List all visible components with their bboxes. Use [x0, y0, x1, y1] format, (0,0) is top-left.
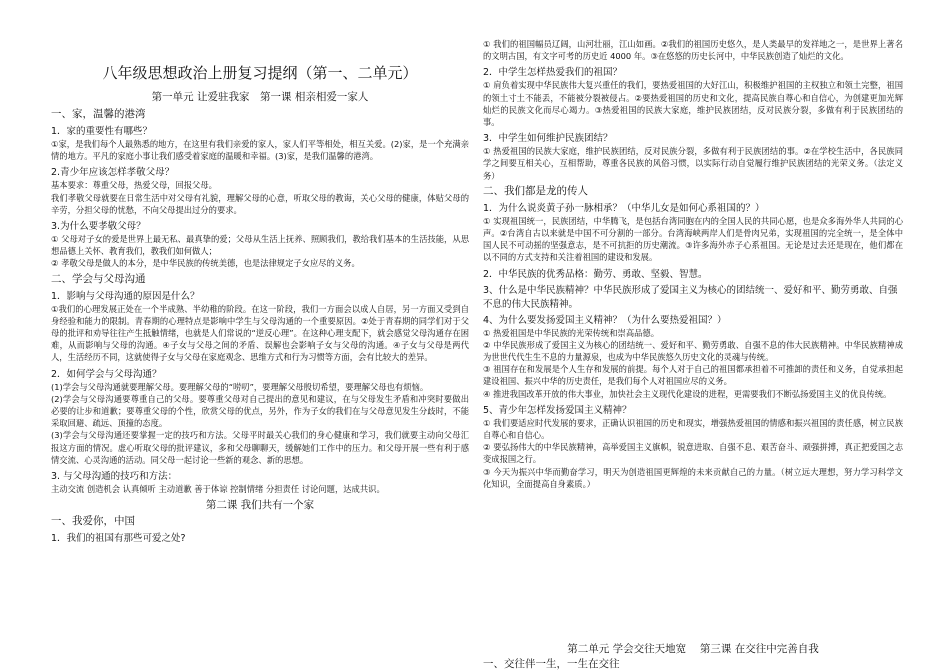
heading-label: 2．中华民族的优秀品格： [483, 268, 594, 280]
paragraph: ③ 祖国存在和发展是个人生存和发展的前提。每个人对于自己的祖国都承担着不可推卸的责任和义务，自觉承担起建设祖国、振兴中华的历史责任，是我们每个人对祖国应尽的义务。 [483, 364, 903, 387]
paragraph: ①我们的心理发展正处在一个半成熟、半幼稚的阶段。在这一阶段，我们一方面会以成人自居，另一方面又受到自身经验和能力的限制。青春期的心理特点是影响中学生与父母沟通的一个重要原因。②处于青春期的同学们对于父母的批评和劝导往往产生抵触情绪，也就是人们常说的“逆反心理”。在这种心理支配下，就会感觉父母沟通存在困难，从而影响与父母的沟通。④子女与父母之间的矛盾、误解也会影响子女与父母的沟通。④子女与父母是两代人，生活经历不同，这就使得子女与父母在家庭观念、思维方式和行为习惯等方面，会有比较大的差异。 [51, 303, 469, 363]
paragraph: ① 热爱祖国的民族大家庭，维护民族团结，反对民族分裂，多做有利于民族团结的事。②在学校生活中，各民族同学之间要互相关心，互相帮助，尊重各民族的风俗习惯，以实际行动自觉履行维护民族团结的光荣义务。（法定义务） [483, 146, 903, 181]
question-heading: 1．影响与父母沟通的原因是什么？ [51, 290, 200, 302]
paragraph: 我们孝敬父母就要在日常生活中对父母有礼貌，理解父母的心意，听取父母的教诲，关心父母的健康，体贴父母的辛劳，分担父母的忧愁，不向父母提出过分的要求。 [51, 192, 469, 215]
section-heading: 二、我们都是龙的传人 [483, 184, 588, 197]
paragraph: 基本要求：尊重父母，热爱父母，回报父母。 [51, 180, 217, 191]
paragraph: ② 要弘扬伟大的中华民族精神，高举爱国主义旗帜，锐意进取、自强不息、艰苦奋斗、顽强拼搏，真正把爱国之志变成报国之行。 [483, 442, 903, 465]
question-heading: 2.青少年应该怎样孝敬父母？ [51, 167, 175, 179]
section-heading: 一、我爱你，中国 [51, 515, 135, 528]
paragraph: (2)学会与父母沟通要尊重自己的父母。要尊重父母对自己提出的意见和建议，在与父母发生矛盾和冲突时要做出必要的让步和道歉；要尊重父母的个性，欣赏父母的优点，另外，作为子女的我们在与父母意见发生分歧时，不能采取回避、疏远、顶撞的态度。 [51, 393, 469, 429]
unit-heading: 第一单元 让爱驻我家 第一课 相亲相爱一家人 [151, 91, 369, 103]
question-heading: 3．中学生如何维护民族团结？ [483, 133, 613, 145]
question-heading: 1．家的重要性有哪些？ [51, 126, 153, 137]
section-heading: 一、交往伴一生，一生在交往 [483, 658, 620, 670]
paragraph: ① 热爱祖国是中华民族的光荣传统和崇高品德。 [483, 327, 660, 338]
question-heading: 3.为什么要孝敬父母？ [51, 221, 146, 233]
unit-heading: 第二单元 学会交往天地宽 第三课 在交往中完善自我 [567, 643, 819, 655]
paragraph: ③ 今天为振兴中华而勤奋学习，明天为创造祖国更辉煌的未来贡献自己的力量。（树立远大理想，努力学习科学文化知识，全面提高自身素质。） [483, 466, 903, 489]
question-heading: 1．为什么说炎黄子孙一脉相承？（中华儿女是如何心系祖国的？） [483, 202, 765, 214]
document-title: 八年级思想政治上册复习提纲（第一、二单元） [102, 64, 418, 82]
section-heading: 二、学会与父母沟通 [51, 272, 146, 285]
heading-answer: 中华民族形成了爱国主义为核心的团结统一、爱好和平、勤劳勇敢、自强不息的伟大民族精神。 [483, 284, 898, 310]
left-column [51, 58, 469, 545]
paragraph: ② 中华民族形成了爱国主义为核心的团结统一、爱好和平、勤劳勇敢、自强不息的伟大民族精神。中华民族精神成为世世代代生生不息的力量源泉，也成为中华民族悠久历史文化的灵魂与传统。 [483, 339, 903, 363]
question-heading: 5、青少年怎样发扬爱国主义精神？ [483, 404, 632, 416]
right-column [483, 38, 903, 490]
paragraph: ① 我们的祖国幅员辽阔，山河壮丽，江山如画。②我们的祖国历史悠久，是人类最早的发祥地之一，是世界上著名的文明古国，有文字可考的历史近 4000 年。③在悠悠的历史长河中，中华民族创造了灿烂的文化。 [483, 39, 903, 62]
paragraph: ④ 推进我国改革开放的伟大事业，加快社会主义现代化建设的进程，更需要我们不断弘扬爱国主义的优良传统。 [483, 388, 892, 399]
question-heading: 2．中学生怎样热爱我们的祖国？ [483, 67, 623, 79]
paragraph: (3)学会与父母沟通还要掌握一定的技巧和方法。父母平时最关心我们的身心健康和学习，我们就要主动向父母汇报这方面的情况。虚心听取父母的批评建议，多和父母聊聊天，缓解她们工作中的压力。和父母开展一些有利于感情交流、心灵沟通的活动。同父母一起讨论一些新的观念、新的思想。 [51, 430, 469, 465]
paragraph: (1)学会与父母沟通就要理解父母。要理解父母的“唠叨”，要理解父母殷切希望，要理解父母也有烦恼。 [51, 381, 429, 392]
question-heading: 4、为什么要发扬爱国主义精神？（为什么要热爱祖国？） [483, 314, 727, 326]
question-heading: 1．我们的祖国有那些可爱之处? [51, 533, 186, 545]
heading-answer: 勤劳、勇敢、坚毅、智慧。 [593, 268, 708, 280]
paragraph: ① 实现祖国统一，民族团结，中华腾飞，是包括台湾同胞在内的全国人民的共同心愿，也是众多海外华人共同的心声。②台湾自古以来就是中国不可分割的一部分。台湾海峡两岸人们是骨肉兄弟，实现祖国的完全统一，是全体中国人民不可动摇的坚强意志，是不可抗拒的历史潮流。③许多海外赤子心系祖国。无论是过去还是现在，他们都在以不同的方式支持和关注着祖国的建设和发展。 [483, 215, 903, 263]
paragraph: ① 父母对子女的爱是世界上最无私、最真挚的爱；父母从生活上抚养、照顾我们，教给我们基本的生活技能，从思想品德上关怀、教育我们，教我们如何做人； [51, 234, 469, 257]
question-heading [483, 282, 903, 310]
question-heading: 2．如何学会与父母沟通？ [51, 368, 162, 380]
paragraph: 主动交流 创造机会 认真倾听 主动道歉 善于体谅 控制情绪 分担责任 讨论问题，达成共识。 [51, 484, 385, 495]
question-heading [483, 266, 903, 280]
lesson-heading: 第二课 我们共有一个家 [205, 499, 315, 512]
paragraph: ① 肩负着实现中华民族伟大复兴重任的我们，要热爱祖国的大好江山，积极维护祖国的主权独立和领土完整，祖国的领土寸土不能丢，不能被分裂被侵占。②要热爱祖国的历史和文化，提高民族自尊心和自信心，为创建更加光辉灿烂的民族文化而尽心竭力。③热爱祖国的民族大家庭，维护民族团结，反对民族分裂，多做有利于民族团结的事。 [483, 80, 903, 128]
paragraph: ①家，是我们每个人最熟悉的地方，在这里有我们亲爱的家人，家人们平等相处，相互关爱。(2)家，是一个充满亲情的地方。平凡的家庭小事让我们感受着家庭的温暖和幸福。(3)家，是我们温馨的港湾。 [51, 139, 469, 162]
paragraph: ① 我们要适应时代发展的要求，正确认识祖国的历史和现实，增强热爱祖国的情感和振兴祖国的责任感，树立民族自尊心和自信心。 [483, 417, 903, 441]
question-heading: 3. 与父母沟通的技巧和方法： [51, 471, 178, 483]
heading-label: 3、什么是中华民族精神？ [483, 284, 594, 296]
paragraph: ② 孝敬父母是做人的本分，是中华民族的传统美德，也是法律规定子女应尽的义务。 [51, 258, 360, 269]
section-heading: 一、家，温馨的港湾 [51, 108, 146, 120]
